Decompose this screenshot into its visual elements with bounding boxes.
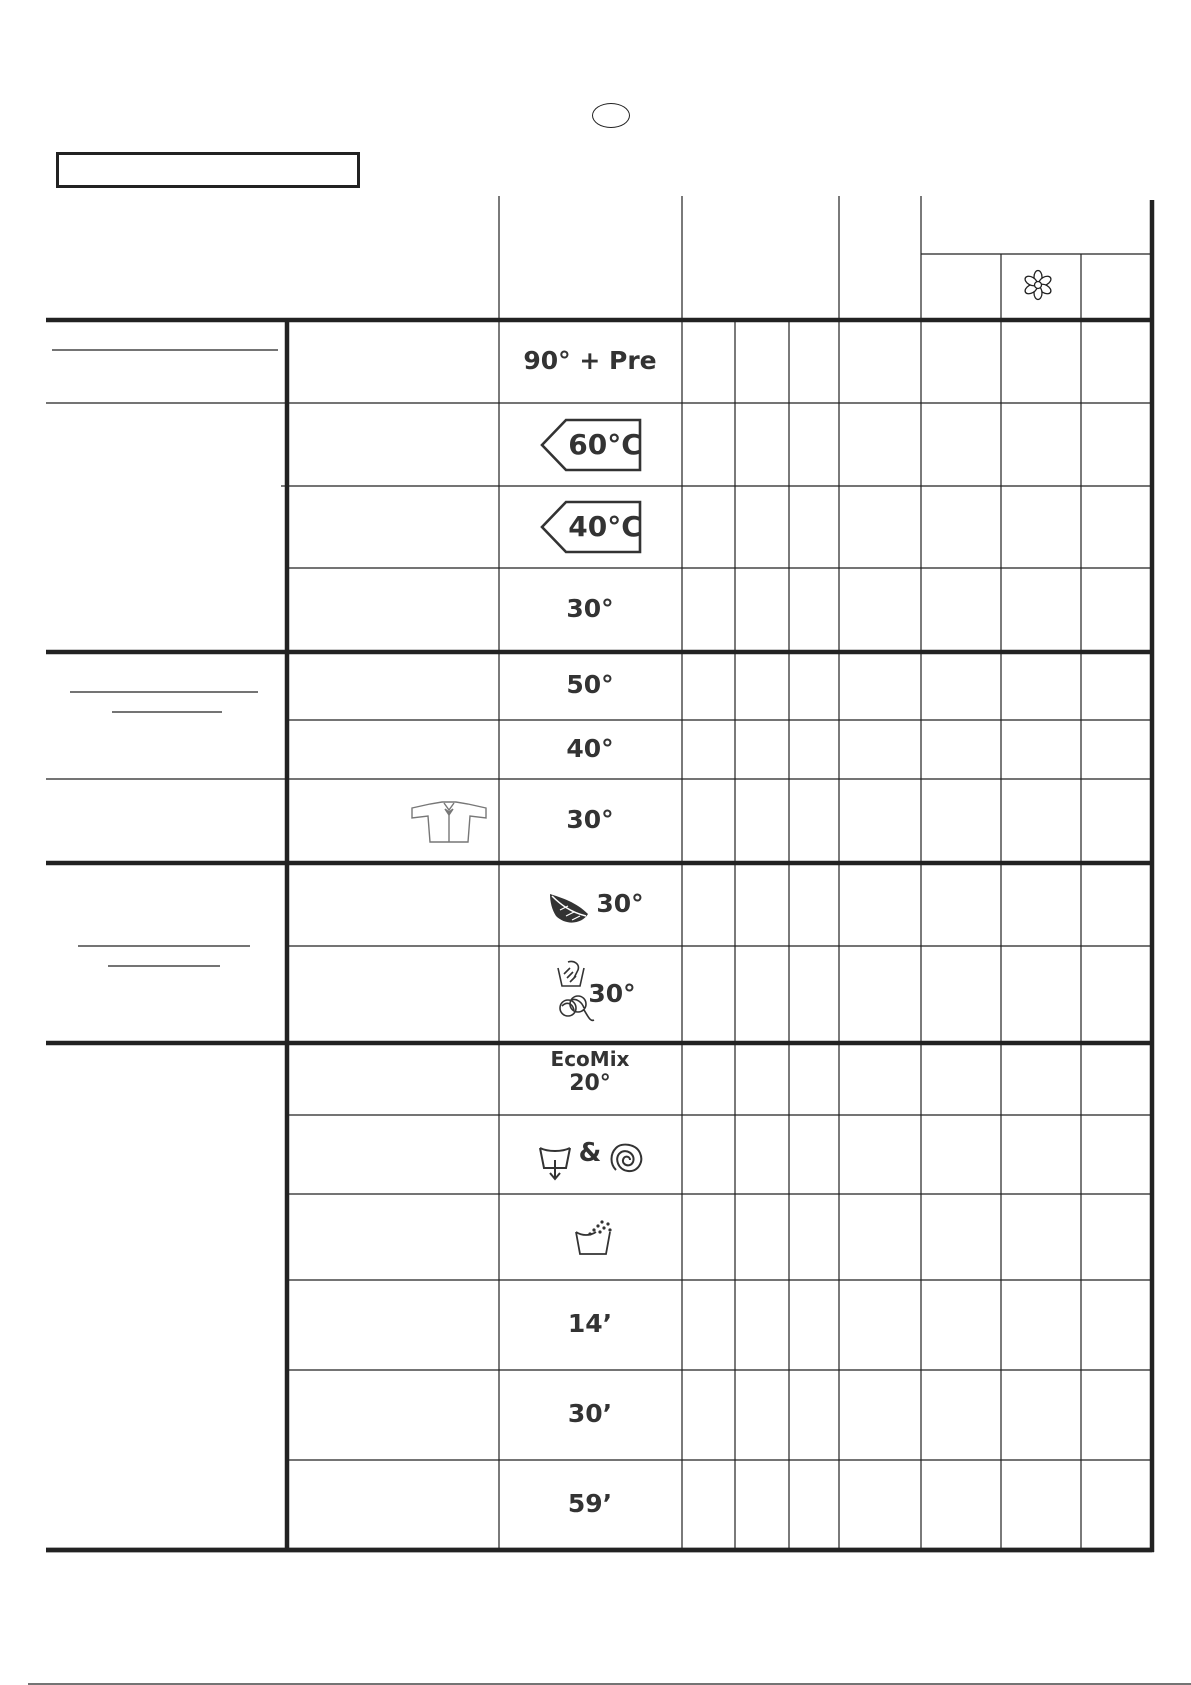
programme-temperature: 59’ [567, 1489, 613, 1518]
programme-temperature: 20° [569, 1071, 611, 1096]
programme-temperature: 40° [566, 733, 614, 763]
feather-icon [546, 890, 594, 930]
flower-icon [1023, 271, 1052, 300]
programme-temperature: 30° [588, 978, 636, 1008]
programme-temperature: 30’ [567, 1399, 613, 1428]
programme-temperature: 50° [566, 670, 614, 699]
programme-temperature: 90° + Pre [523, 345, 657, 375]
programme-temperature: 30° [596, 888, 644, 918]
programme-temperature: 60°C [568, 427, 642, 461]
rinse-shower-icon [572, 1218, 618, 1258]
programme-temperature: 30° [566, 594, 614, 623]
programme-name: EcoMix [550, 1047, 630, 1071]
programme-ampersand: & [578, 1137, 602, 1168]
drain-and-spin-icon [536, 1138, 650, 1182]
programme-temperature: 40°C [568, 510, 642, 543]
shirt-icon [408, 800, 490, 846]
programme-temperature: 14’ [567, 1309, 613, 1338]
programme-temperature: 30° [566, 805, 614, 834]
handwash-wool-icon [554, 960, 596, 1028]
